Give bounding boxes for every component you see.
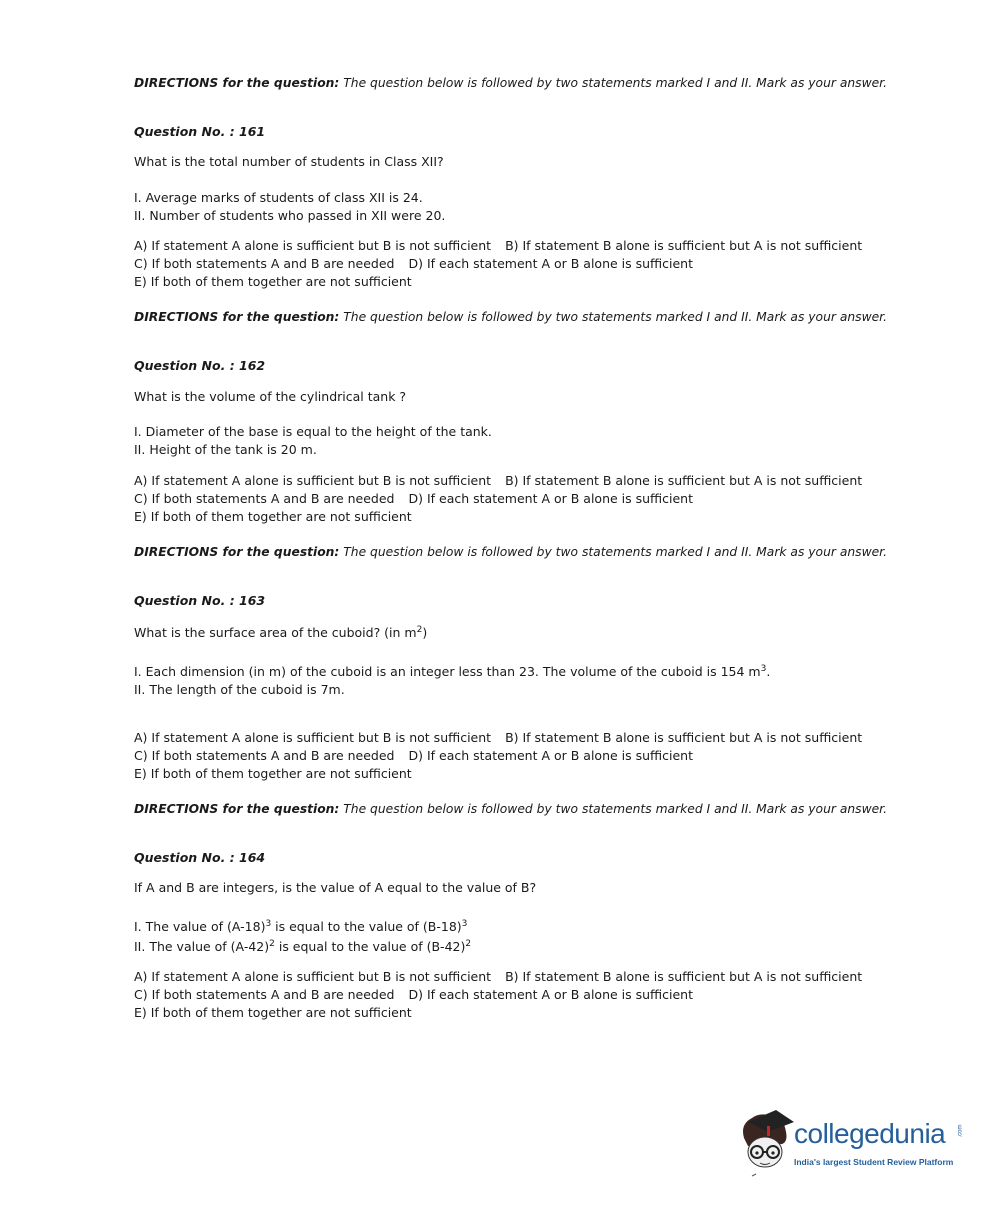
question-text bbox=[134, 624, 427, 642]
option-c: C) If both statements A and B are needed bbox=[134, 256, 395, 271]
option-e: E) If both of them together are not sufficient bbox=[134, 274, 412, 289]
options-row-1 bbox=[134, 472, 862, 490]
statement-text-part: II. The value of (A-42) bbox=[134, 939, 270, 954]
directions-label: DIRECTIONS for the question: bbox=[134, 310, 340, 324]
option-b: B) If statement B alone is sufficient but A is not sufficient bbox=[505, 473, 863, 488]
directions-text: The question below is followed by two statements marked I and II. Mark as your answer. bbox=[339, 310, 888, 324]
directions-line bbox=[134, 800, 887, 818]
directions-text: The question below is followed by two statements marked I and II. Mark as your answer. bbox=[339, 802, 888, 816]
option-c: C) If both statements A and B are needed bbox=[134, 987, 395, 1002]
option-e: E) If both of them together are not sufficient bbox=[134, 509, 412, 524]
statement-2 bbox=[134, 938, 471, 956]
superscript: 2 bbox=[416, 624, 423, 635]
question-text-part: What is the surface area of the cuboid? (in m bbox=[134, 625, 417, 640]
statement-text-part: I. Each dimension (in m) of the cuboid is an integer less than 23. The volume of the cuboid is 154 m bbox=[134, 664, 761, 679]
options-row-1 bbox=[134, 968, 862, 986]
option-b: B) If statement B alone is sufficient but A is not sufficient bbox=[505, 238, 863, 253]
statement-text-part: I. The value of (A-18) bbox=[134, 919, 266, 934]
options-row-1 bbox=[134, 729, 862, 747]
directions-text: The question below is followed by two statements marked I and II. Mark as your answer. bbox=[339, 545, 888, 559]
statement-1 bbox=[134, 918, 467, 936]
options-row-2 bbox=[134, 255, 693, 273]
option-a: A) If statement A alone is sufficient but B is not sufficient bbox=[134, 969, 492, 984]
statement-text-part: is equal to the value of (B-18) bbox=[271, 919, 462, 934]
options-row-2 bbox=[134, 490, 693, 508]
question-number: Question No. : 162 bbox=[134, 358, 266, 373]
directions-line bbox=[134, 74, 887, 92]
superscript: 3 bbox=[265, 918, 272, 929]
question-text: What is the total number of students in Class XII? bbox=[134, 154, 444, 169]
option-e: E) If both of them together are not sufficient bbox=[134, 1005, 412, 1020]
directions-text: The question below is followed by two statements marked I and II. Mark as your answer. bbox=[339, 76, 888, 90]
option-b: B) If statement B alone is sufficient but A is not sufficient bbox=[505, 730, 863, 745]
option-c: C) If both statements A and B are needed bbox=[134, 748, 395, 763]
option-b: B) If statement B alone is sufficient but A is not sufficient bbox=[505, 969, 863, 984]
statement-2: II. The length of the cuboid is 7m. bbox=[134, 682, 345, 697]
superscript: 2 bbox=[465, 938, 472, 949]
student-mascot-icon bbox=[738, 1108, 796, 1178]
question-text: If A and B are integers, is the value of A equal to the value of B? bbox=[134, 880, 537, 895]
directions-line bbox=[134, 308, 887, 326]
option-d: D) If each statement A or B alone is sufficient bbox=[408, 256, 694, 271]
directions-label: DIRECTIONS for the question: bbox=[134, 545, 340, 559]
option-d: D) If each statement A or B alone is sufficient bbox=[408, 748, 694, 763]
superscript: 3 bbox=[461, 918, 468, 929]
statement-text-part: is equal to the value of (B-42) bbox=[274, 939, 466, 954]
option-a: A) If statement A alone is sufficient but B is not sufficient bbox=[134, 473, 492, 488]
question-number: Question No. : 164 bbox=[134, 850, 266, 865]
question-number: Question No. : 163 bbox=[134, 593, 266, 608]
option-d: D) If each statement A or B alone is sufficient bbox=[408, 987, 694, 1002]
option-a: A) If statement A alone is sufficient but B is not sufficient bbox=[134, 238, 492, 253]
statement-text-part: . bbox=[766, 664, 771, 679]
options-row-2 bbox=[134, 747, 693, 765]
directions-label: DIRECTIONS for the question: bbox=[134, 76, 340, 90]
question-text-part: ) bbox=[422, 625, 428, 640]
option-d: D) If each statement A or B alone is sufficient bbox=[408, 491, 694, 506]
options-row-1 bbox=[134, 237, 862, 255]
options-row-2 bbox=[134, 986, 693, 1004]
superscript: 3 bbox=[760, 663, 767, 674]
statement-1: I. Diameter of the base is equal to the height of the tank. bbox=[134, 424, 492, 439]
logo-tagline: India's largest Student Review Platform bbox=[794, 1157, 954, 1167]
logo-domain: .com bbox=[957, 1124, 964, 1138]
option-e: E) If both of them together are not sufficient bbox=[134, 766, 412, 781]
collegedunia-logo bbox=[738, 1108, 968, 1178]
directions-label: DIRECTIONS for the question: bbox=[134, 802, 340, 816]
statement-1 bbox=[134, 663, 770, 681]
superscript: 2 bbox=[269, 938, 275, 949]
statement-2: II. Height of the tank is 20 m. bbox=[134, 442, 317, 457]
option-c: C) If both statements A and B are needed bbox=[134, 491, 395, 506]
question-number: Question No. : 161 bbox=[134, 124, 266, 139]
option-a: A) If statement A alone is sufficient but B is not sufficient bbox=[134, 730, 492, 745]
statement-1: I. Average marks of students of class XII is 24. bbox=[134, 190, 423, 205]
statement-2: II. Number of students who passed in XII were 20. bbox=[134, 208, 446, 223]
logo-wordmark: collegedunia bbox=[794, 1118, 946, 1149]
question-text: What is the volume of the cylindrical tank ? bbox=[134, 389, 407, 404]
directions-line bbox=[134, 543, 887, 561]
